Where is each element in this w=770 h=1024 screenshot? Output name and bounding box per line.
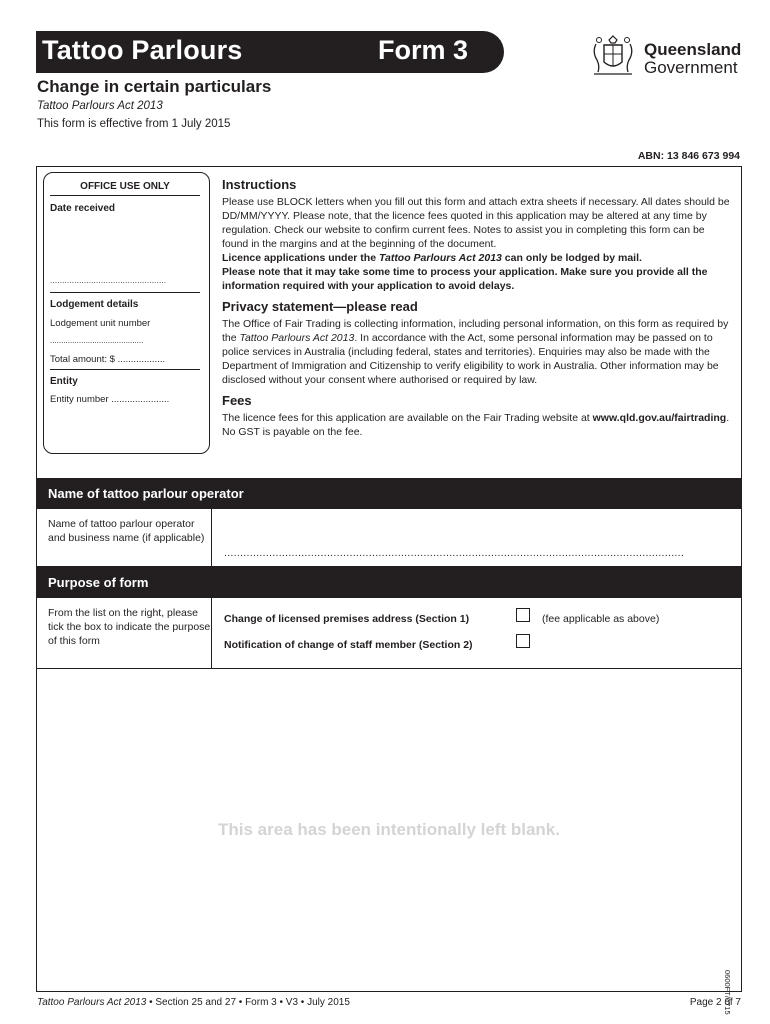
operator-section-heading: Name of tattoo parlour operator xyxy=(37,478,741,509)
blank-area-notice: This area has been intentionally left blank. xyxy=(218,820,560,839)
total-amount-label: Total amount: $ .................. xyxy=(50,354,166,365)
fair-trading-link[interactable]: www.qld.gov.au/fairtrading xyxy=(592,412,727,424)
instructions-heading: Instructions xyxy=(222,177,297,192)
abn-number: ABN: 13 846 673 994 xyxy=(637,150,740,162)
purpose-row xyxy=(37,598,741,669)
form-code: 0600FT/0715 xyxy=(723,970,732,1015)
lodgement-note: Licence applications under the Tattoo Parlours Act 2013 can only be lodged by mail. xyxy=(222,252,642,264)
form-subtitle: Change in certain particulars xyxy=(37,77,272,96)
entity-label: Entity xyxy=(50,376,78,387)
lodgement-unit-label: Lodgement unit number xyxy=(50,318,151,329)
act-name: Tattoo Parlours Act 2013 xyxy=(37,100,163,112)
privacy-heading: Privacy statement—please read xyxy=(222,299,418,314)
option-staff-label: Notification of change of staff member (Section 2) xyxy=(224,639,473,651)
instructions-panel xyxy=(222,177,732,439)
queensland-government-logo xyxy=(588,30,748,80)
form-title: Tattoo Parlours xyxy=(42,35,243,65)
purpose-section-heading: Purpose of form xyxy=(37,567,741,598)
option-premises-checkbox[interactable] xyxy=(516,608,530,622)
office-divider xyxy=(50,292,200,293)
office-use-box xyxy=(43,172,210,454)
fees-text: The licence fees for this application are available on the Fair Trading website at www.qld.gov.au/fairtrading. No GST is payable on the fee. xyxy=(222,412,730,438)
processing-note: Please note that it may take some time to process your application. Make sure you provide all the information required with your application to avoid delays. xyxy=(222,266,708,292)
lodgement-unit-dots: .......................................... xyxy=(50,336,144,345)
fees-heading: Fees xyxy=(222,393,252,408)
page-number: Page 2 of 7 xyxy=(689,997,741,1008)
logo-queensland: Queensland xyxy=(644,40,742,59)
logo-government: Government xyxy=(644,58,738,77)
office-use-heading: OFFICE USE ONLY xyxy=(50,181,200,196)
coat-of-arms-icon xyxy=(588,30,638,80)
operator-name-field[interactable]: ............................................................................................................................................... xyxy=(224,547,685,559)
date-received-dots: ................................................ xyxy=(50,276,167,285)
option-staff-checkbox[interactable] xyxy=(516,634,530,648)
option-premises-fee-note: (fee applicable as above) xyxy=(542,613,660,625)
lodgement-details-label: Lodgement details xyxy=(50,299,139,310)
entity-number-label: Entity number ...................... xyxy=(50,394,170,405)
operator-name-row xyxy=(37,509,741,567)
date-received-label: Date received xyxy=(50,203,116,214)
instructions-text: Please use BLOCK letters when you fill out this form and attach extra sheets if necessary. All dates should be DD/MM/YYYY. Please note, that the licence fees quoted in this application may be altered at any time by regulation. Check our website to confirm current fees. Notes to assist you in completing this form can be found in the margins and at the beginning of the document. xyxy=(222,196,730,250)
office-divider xyxy=(50,369,200,370)
form-number: Form 3 xyxy=(378,35,469,65)
operator-name-label: Name of tattoo parlour operator and business name (if applicable) xyxy=(37,509,212,566)
privacy-text: The Office of Fair Trading is collecting information, including personal information, on this form as required by the Tattoo Parlours Act 2013. In accordance with the Act, some personal information may be passed on to police services in Australia (including federal, states and territories). Enquiries may also be made with the Department of Immigration and Citizenship to verify eligibility to work in Australia. Other information may be disclosed without your consent where authorised or required by law. xyxy=(222,318,729,386)
footer-info: Tattoo Parlours Act 2013 • Section 25 and 27 • Form 3 • V3 • July 2015 xyxy=(37,997,350,1008)
purpose-label: From the list on the right, please tick the box to indicate the purpose of this form xyxy=(37,598,212,668)
option-premises-label: Change of licensed premises address (Section 1) xyxy=(224,613,470,625)
form-title-bar xyxy=(36,31,504,73)
effective-date: This form is effective from 1 July 2015 xyxy=(37,118,231,130)
